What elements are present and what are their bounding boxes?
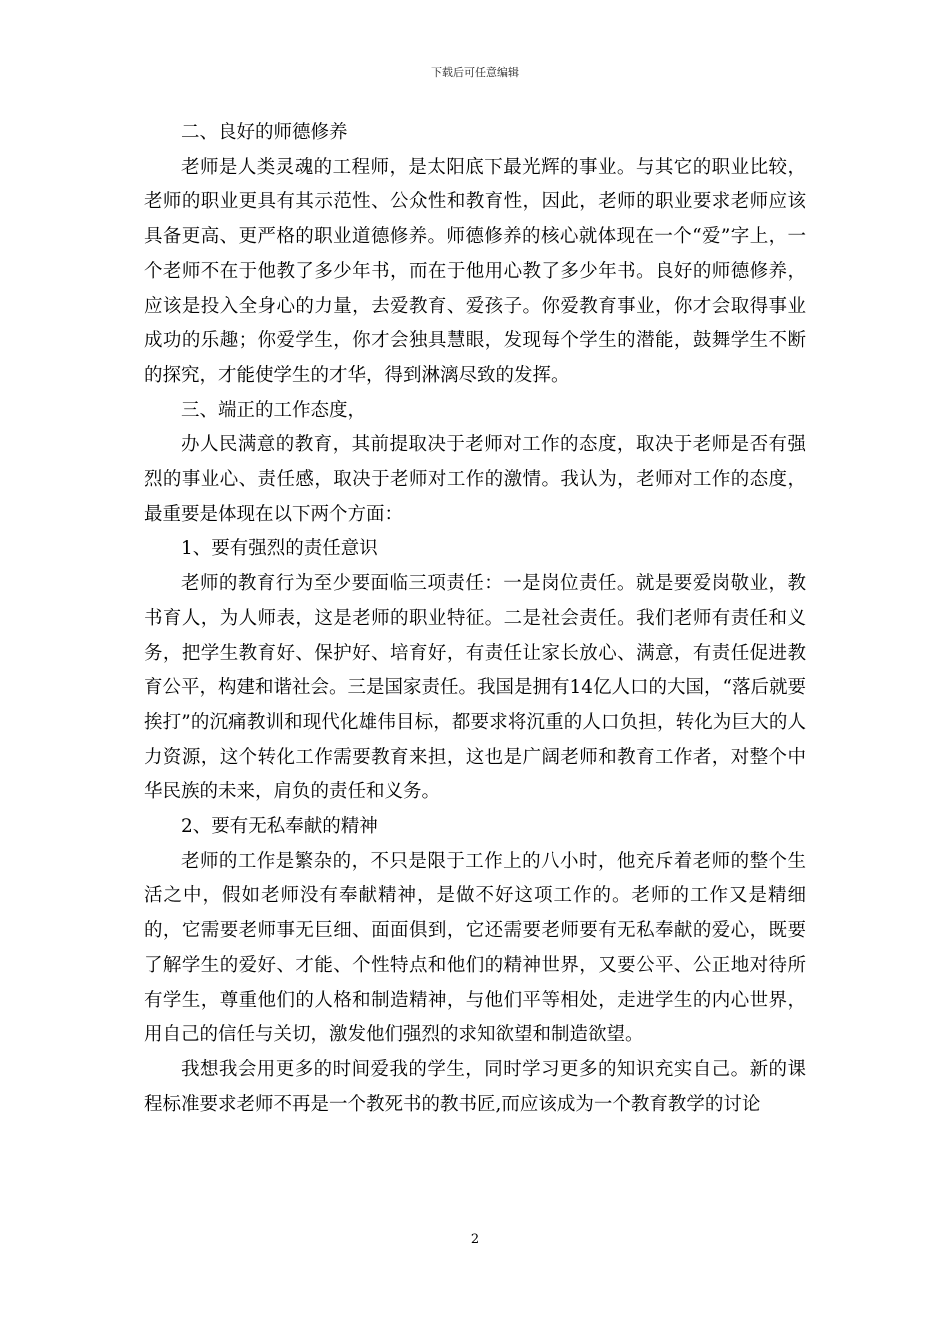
- paragraph: 老师的工作是繁杂的，不只是限于工作上的八小时，他充斥着老师的整个生活之中，假如老师没有奉献精神，是做不好这项工作的。老师的工作又是精细的，它需要老师事无巨细、面面俱到，它还需要老师要有无私奉献的爱心，既要了解学生的爱好、才能、个性特点和他们的精神世界，又要公平、公正地对待所有学生，尊重他们的人格和制造精神，与他们平等相处，走进学生的内心世界，用自己的信任与关切，激发他们强烈的求知欲望和制造欲望。: [144, 850, 806, 1046]
- paragraph: 老师是人类灵魂的工程师，是太阳底下最光辉的事业。与其它的职业比较，老师的职业更具有其示范性、公众性和教育性，因此，老师的职业要求老师应该具备更高、更严格的职业道德修养。师德修养的核心就体现在一个“爱”字上，一个老师不在于他教了多少年书，而在于他用心教了多少年书。良好的师德修养，应该是投入全身心的力量，去爱教育、爱孩子。你爱教育事业，你才会取得事业成功的乐趣；你爱学生，你才会独具慧眼，发现每个学生的潜能，鼓舞学生不断的探究，才能使学生的才华，得到淋漓尽致的发挥。: [144, 156, 806, 386]
- page-header: 下载后可任意编辑: [431, 66, 519, 79]
- subsection-heading: 1、要有强烈的责任意识: [181, 538, 378, 560]
- section-heading: 二、良好的师德修养: [181, 122, 348, 143]
- page-number: 2: [470, 1232, 480, 1247]
- paragraph: 老师的教育行为至少要面临三项责任：一是岗位责任。就是要爱岗敬业，教书育人，为人师表，这是老师的职业特征。二是社会责任。我们老师有责任和义务，把学生教育好、保护好、培育好，有责任让家长放心、满意，有责任促进教育公平，构建和谐社会。三是国家责任。我国是拥有14亿人口的大国，“落后就要挨打”的沉痛教训和现代化雄伟目标，都要求将沉重的人口负担，转化为巨大的人力资源，这个转化工作需要教育来担，这也是广阔老师和教育工作者，对整个中华民族的未来，肩负的责任和义务。: [144, 573, 807, 803]
- document-body: [144, 116, 806, 1122]
- subsection-heading: 2、要有无私奉献的精神: [181, 816, 378, 838]
- section-heading: 三、端正的工作态度，: [181, 399, 367, 421]
- paragraph: 办人民满意的教育，其前提取决于老师对工作的态度，取决于老师是否有强烈的事业心、责任感，取决于老师对工作的激情。我认为，老师对工作的态度，最重要是体现在以下两个方面：: [144, 434, 806, 525]
- paragraph: 我想我会用更多的时间爱我的学生，同时学习更多的知识充实自己。新的课程标准要求老师不再是一个教死书的教书匠,而应该成为一个教育教学的讨论: [144, 1058, 806, 1115]
